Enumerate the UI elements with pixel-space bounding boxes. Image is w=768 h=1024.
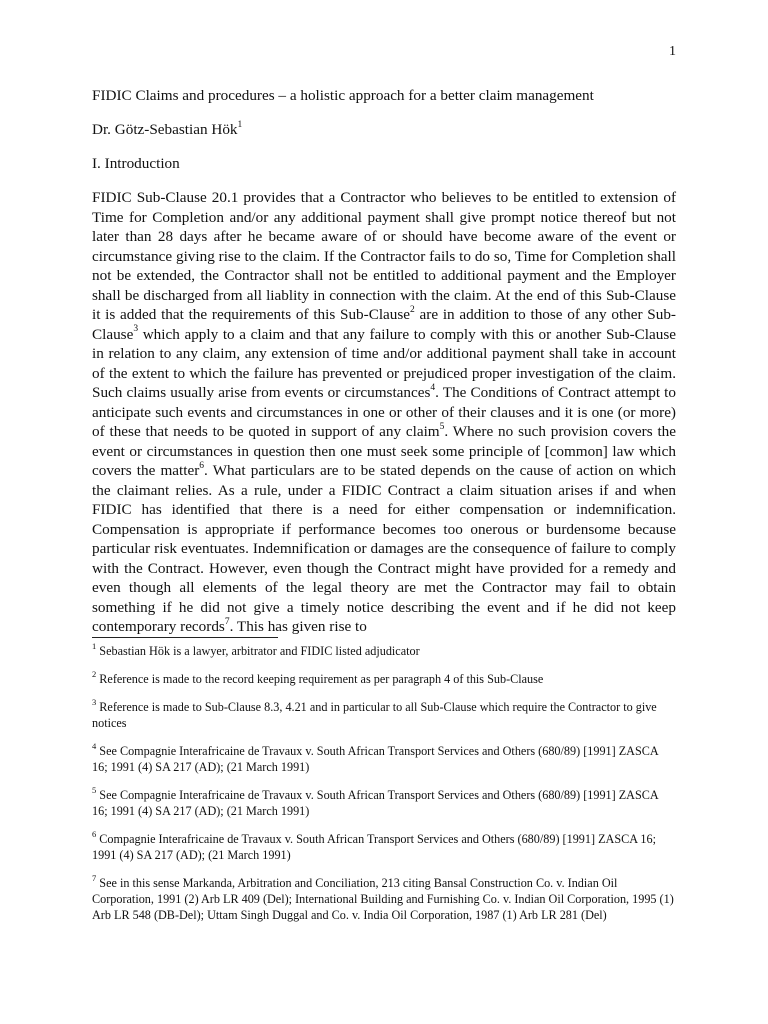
footnote-mark: 1: [92, 640, 97, 651]
footnote-text: Sebastian Hök is a lawyer, arbitrator and FIDIC listed adjudicator: [96, 644, 420, 658]
paragraph-text: are in addition to those of any other Sub-Clause: [92, 306, 676, 343]
footnote-3: [92, 696, 676, 731]
footnote-1: [92, 640, 676, 659]
footnote-mark: 2: [92, 668, 97, 679]
intro-paragraph: [92, 188, 676, 637]
footnotes: [92, 640, 676, 935]
section-heading: I. Introduction: [92, 155, 180, 172]
footnote-separator: [92, 637, 278, 638]
author-line: [92, 120, 676, 140]
footnote-mark: 7: [92, 872, 97, 883]
footnote-4: [92, 740, 676, 775]
paragraph-text: . Where no such provision covers the event or circumstances in question then one must seek some principle of [common] law which covers the matter: [92, 423, 676, 479]
footnote-mark: 4: [92, 740, 97, 751]
paragraph-text: . What particulars are to be stated depends on the cause of action on which the claimant relies. As a rule, under a FIDIC Contract a claim situation arises if and when FIDIC has identified that there is a need for either compensation or indemnification. Compensation is appropriate if performance becomes too onerous or burdensome because particular risk eventuates. Indemnification or damages are the consequence of failure to comply with the Contract. However, even though the Contract might have provided for a remedy and even though all elements of the legal theory are met the Contractor may fail to obtain something if he did not give a timely notice describing the event and if he did not keep contemporary records: [92, 462, 676, 635]
footnote-mark: 5: [92, 784, 97, 795]
author-footnote-mark: 1: [237, 119, 243, 130]
paragraph-text: which apply to a claim and that any failure to comply with this or another Sub-Clause in relation to any claim, any extension of time and/or additional payment shall take in account of the extent to which the failure has prevented or prejudiced proper investigation of the claim. Such claims usually arise from events or circumstances: [92, 325, 676, 401]
footnote-2: [92, 668, 676, 687]
footnote-ref-5: 5: [439, 421, 445, 432]
paragraph-text: . This has given rise to: [229, 618, 367, 635]
footnote-mark: 3: [92, 696, 97, 707]
author-name: Dr. Götz-Sebastian Hök: [92, 121, 238, 138]
footnote-7: [92, 872, 676, 923]
footnote-6: [92, 828, 676, 863]
page-number: 1: [669, 44, 676, 59]
footnote-5: [92, 784, 676, 819]
footnote-ref-2: 2: [410, 304, 415, 315]
footnote-ref-4: 4: [430, 382, 436, 393]
paragraph-text: FIDIC Sub-Clause 20.1 provides that a Contractor who believes to be entitled to extension of Time for Completion and/or any additional payment shall give prompt notice thereof but not later than 28 days after he became aware of or should have become aware of the event or circumstance giving rise to the claim. If the Contractor fails to do so, Time for Completion shall not be extended, the Contractor shall not be entitled to additional payment and the Employer shall be discharged from all liablity in connection with the claim. At the end of this Sub-Clause it is added that the requirements of this Sub-Clause: [92, 189, 676, 323]
footnote-mark: 6: [92, 828, 97, 839]
main-content: [92, 86, 676, 637]
footnote-text: Reference is made to the record keeping requirement as per paragraph 4 of this Sub-Clause: [96, 672, 544, 686]
footnote-text: See Compagnie Interafricaine de Travaux v. South African Transport Services and Others (680/89) [1991] ZASCA 16; 1991 (4) SA 217 (AD); (21 March 1991): [92, 788, 659, 818]
footnote-ref-3: 3: [133, 324, 139, 335]
footnote-text: See Compagnie Interafricaine de Travaux v. South African Transport Services and Others (680/89) [1991] ZASCA 16; 1991 (4) SA 217 (AD); (21 March 1991): [92, 744, 659, 774]
paragraph-text: . The Conditions of Contract attempt to anticipate such events and circumstances in one or other of their clauses and it is one (or more) of these that needs to be quoted in support of any claim: [92, 384, 676, 440]
footnote-text: Compagnie Interafricaine de Travaux v. South African Transport Services and Others (680/89) [1991] ZASCA 16; 1991 (4) SA 217 (AD); (21 March 1991): [92, 832, 656, 862]
footnote-ref-7: 7: [224, 616, 230, 627]
document-title: FIDIC Claims and procedures – a holistic approach for a better claim management: [92, 87, 594, 104]
footnote-text: See in this sense Markanda, Arbitration and Conciliation, 213 citing Bansal Construction Co. v. Indian Oil Corporation, 1991 (2) Arb LR 409 (Del); International Building and Furnishing Co. v. Indian Oil Corporation, 1995 (1) Arb LR 548 (DB-Del); Uttam Singh Duggal and Co. v. India Oil Corporation, 1987 (1) Arb LR 281 (Del): [92, 876, 674, 922]
footnote-ref-6: 6: [199, 460, 205, 471]
footnote-text: Reference is made to Sub-Clause 8.3, 4.21 and in particular to all Sub-Clause which require the Contractor to give notices: [92, 700, 657, 730]
